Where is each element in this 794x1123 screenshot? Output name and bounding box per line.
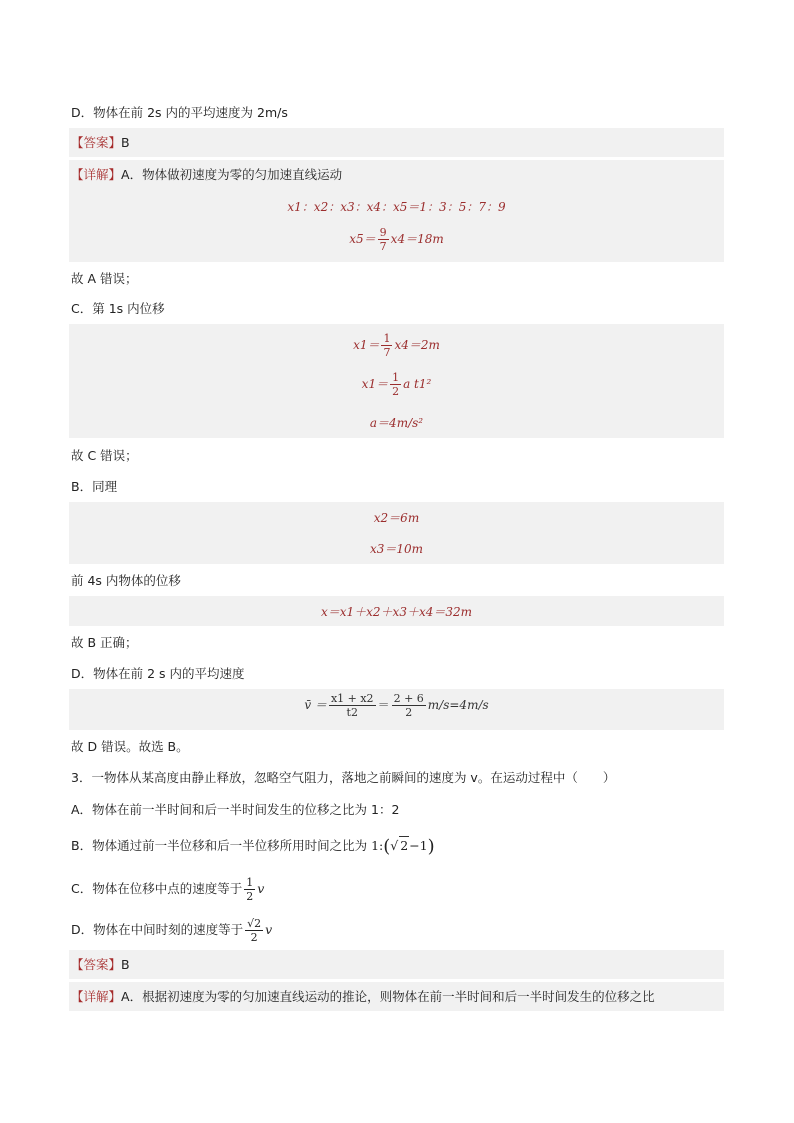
eq-x5: x5＝ $\frac{9}{7}$ x4＝18m	[349, 226, 444, 253]
c-head: C．第 1s 内位移	[71, 301, 165, 316]
d-wrong: 故 D 错误。故选 B。	[71, 739, 189, 754]
c-wrong: 故 C 错误；	[71, 448, 138, 463]
answer-value-1: B	[121, 135, 130, 150]
q3-option-b-ratio: 1:(√ 2−1)	[371, 835, 435, 857]
detail-line-2	[71, 988, 655, 1006]
detail-line-1	[71, 166, 342, 184]
eq-x1b: x1＝ $\frac{1}{2}$ a t1²	[361, 371, 432, 398]
answer-bg-2	[69, 950, 724, 979]
detail-tag-1: 【详解】	[71, 167, 122, 182]
answer-line-2	[71, 956, 130, 974]
detail-tag-2: 【详解】	[71, 989, 122, 1004]
eq-ratio: x1：x2：x3：x4：x5＝1：3：5：7：9	[287, 200, 506, 214]
q3-option-d: D．物体在中间时刻的速度等于 $\frac{√2}{2}$ v	[71, 917, 273, 944]
answer-line-1	[71, 134, 130, 152]
question-3: 3．一物体从某高度由静止释放，忽略空气阻力，落地之前瞬间的速度为 v。在运动过程中（ ）	[71, 770, 616, 785]
eq-x3: x3＝10m	[369, 542, 424, 556]
q3-option-b: B．物体通过前一半位移和后一半位移所用时间之比为 1:(√ 2−1)	[71, 835, 435, 857]
answer-value-2: B	[121, 957, 130, 972]
answer-tag-2: 【答案】	[71, 957, 122, 972]
eq-x1a: x1＝ $\frac{1}{7}$ x4＝2m	[353, 332, 440, 359]
q3-option-a: A．物体在前一半时间和后一半时间发生的位移之比为 1：2	[71, 802, 400, 817]
detail-text-2: A．根据初速度为零的匀加速直线运动的推论，则物体在前一半时间和后一半时间发生的位移之比	[121, 989, 655, 1004]
d-head: D．物体在前 2 s 内的平均速度	[71, 666, 245, 681]
detail-text-1: A．物体做初速度为零的匀加速直线运动	[121, 167, 343, 182]
eq-x2: x2＝6m	[373, 511, 420, 525]
eq-vbar: v̄ ＝ $\frac{x1 + x2}{t2}$ ＝ $\frac{2 + 6}{2}$ m/s=4m/s	[304, 692, 489, 719]
answer-tag-1: 【答案】	[71, 135, 122, 150]
q3-option-c: C．物体在位移中点的速度等于 $\frac{1}{2}$ v	[71, 876, 265, 903]
a-wrong: 故 A 错误；	[71, 271, 138, 286]
eq-sum: x＝x1＋x2＋x3＋x4＝32m	[320, 605, 473, 619]
front4-line: 前 4s 内物体的位移	[71, 573, 181, 588]
answer-bg-1	[69, 128, 724, 157]
eq-a: a＝4m/s²	[369, 416, 424, 430]
b-head: B．同理	[71, 479, 118, 494]
b-right: 故 B 正确；	[71, 635, 138, 650]
option-d-prev: D．物体在前 2s 内的平均速度为 2m/s	[71, 105, 288, 120]
